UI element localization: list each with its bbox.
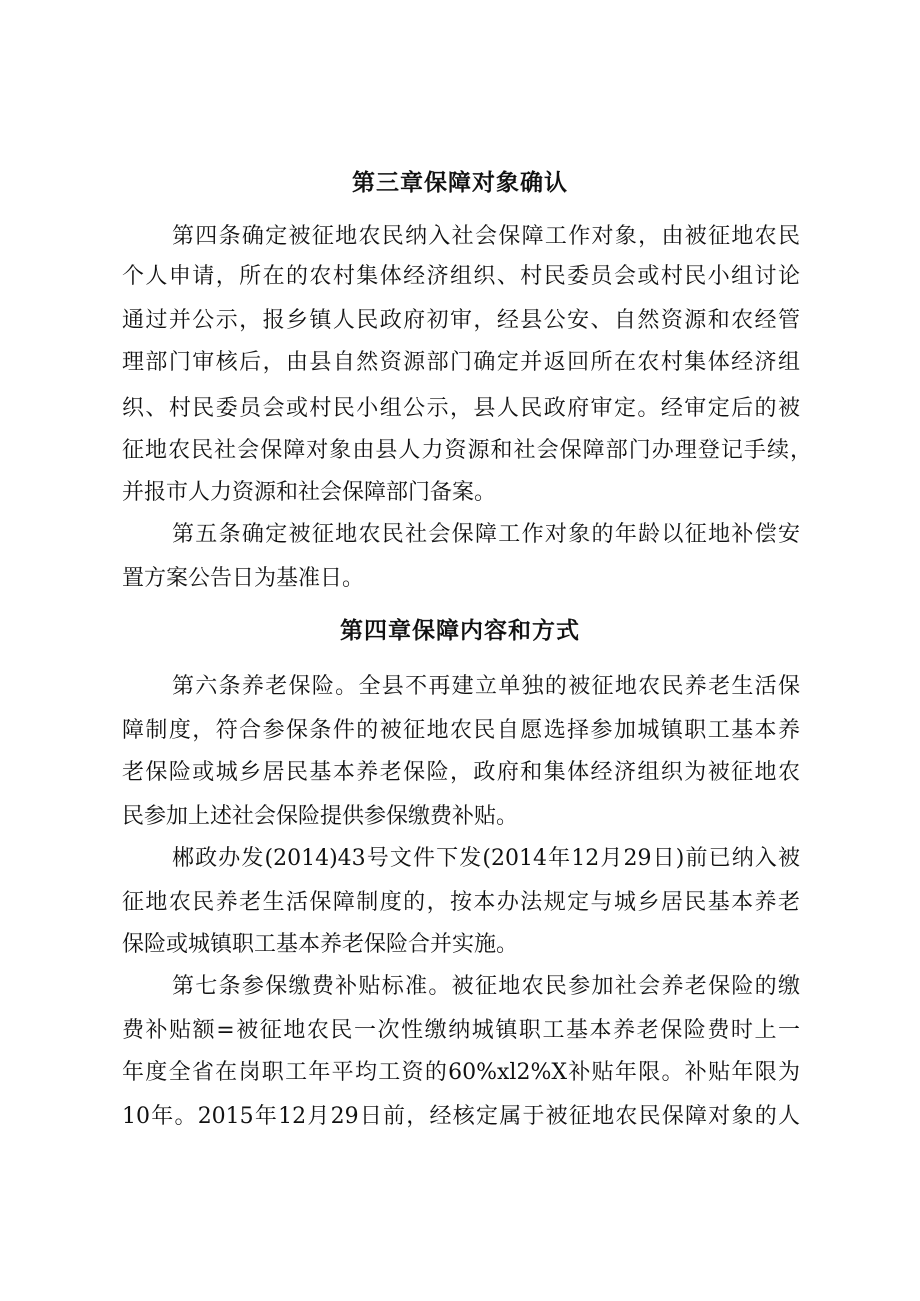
article-6-note-line: 保险或城镇职工基本养老保险合并实施。: [122, 932, 519, 957]
article-7-line: 年度全省在岗职工年平均工资的60%xl2%X补贴年限。补贴年限为: [122, 1060, 800, 1085]
article-7-line: 第七条参保缴费补贴标准。被征地农民参加社会养老保险的缴: [172, 974, 800, 999]
article-6-line: 障制度，符合参保条件的被征地农民自愿选择参加城镇职工基本养: [122, 718, 800, 743]
article-7-line: 费补贴额=被征地农民一次性缴纳城镇职工基本养老保险费时上一: [122, 1018, 800, 1043]
article-7-line: 10年。2015年12月29日前，经核定属于被征地农民保障对象的人: [122, 1104, 800, 1129]
article-6-line: 民参加上述社会保险提供参保缴费补贴。: [122, 804, 519, 829]
article-4-line: 织、村民委员会或村民小组公示，县人民政府审定。经审定后的被: [122, 396, 800, 421]
article-4-line: 第四条确定被征地农民纳入社会保障工作对象，由被征地农民: [172, 224, 800, 249]
article-5-line: 第五条确定被征地农民社会保障工作对象的年龄以征地补偿安: [172, 522, 800, 547]
article-5-line: 置方案公告日为基准日。: [122, 566, 365, 591]
article-6-note-line: 征地农民养老生活保障制度的，按本办法规定与城乡居民基本养老: [122, 890, 800, 915]
article-4-line: 通过并公示，报乡镇人民政府初审，经县公安、自然资源和农经管: [122, 308, 800, 333]
article-4-line: 并报市人力资源和社会保障部门备案。: [122, 480, 497, 505]
article-6-line: 第六条养老保险。全县不再建立单独的被征地农民养老生活保: [172, 674, 800, 699]
article-4-line: 理部门审核后，由县自然资源部门确定并返回所在农村集体经济组: [122, 350, 800, 375]
article-6-line: 老保险或城乡居民基本养老保险，政府和集体经济组织为被征地农: [122, 760, 800, 785]
article-6-note-line: 郴政办发(2014)43号文件下发(2014年12月29日)前已纳入被: [172, 846, 800, 871]
chapter-3-heading: 第三章保障对象确认: [352, 170, 568, 196]
article-4-line: 征地农民社会保障对象由县人力资源和社会保障部门办理登记手续，: [122, 438, 812, 463]
chapter-4-heading: 第四章保障内容和方式: [340, 618, 580, 644]
article-4-line: 个人申请，所在的农村集体经济组织、村民委员会或村民小组讨论: [122, 264, 800, 289]
